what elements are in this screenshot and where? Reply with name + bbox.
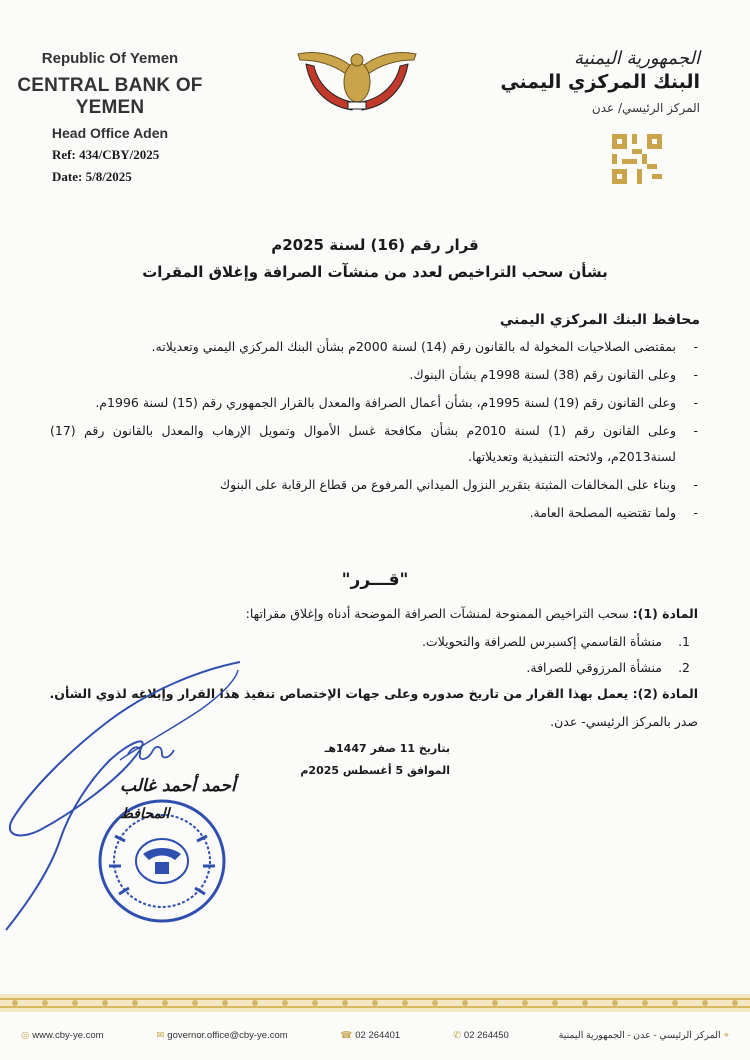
footer-phone-2: ✆ 02 264450 — [452, 1030, 509, 1041]
article-2-text: يعمل بهذا القرار من تاريخ صدوره وعلى جهات الإختصاص تنفيذ هذا القرار وإبلاغه لذوي الشأن. — [49, 686, 629, 701]
preamble-clauses — [50, 334, 700, 528]
arabic-header — [500, 48, 700, 115]
signatory-title: المحافظ — [120, 806, 170, 822]
footer — [18, 1030, 732, 1041]
mail-icon: ✉ — [156, 1030, 165, 1041]
decision-subject: بشأن سحب التراخيص لعدد من منشآت الصرافة وإغلاق المقرات — [142, 263, 608, 281]
clause: - وعلى القانون رقم (19) لسنة 1995م، بشأن أعمال الصرافة والمعدل بالقرار الجمهوري رقم (15) لسنة 1996م. — [50, 390, 700, 416]
bank-name-ar: البنك المركزي اليمني — [500, 71, 700, 93]
footer-website[interactable]: ◎ www.cby-ye.com — [21, 1030, 104, 1041]
clause: - بمقتضى الصلاحيات المخولة له بالقانون رقم (14) لسنة 2000م بشأن البنك المركزي اليمني وتعديلاته. — [50, 334, 700, 360]
date-gregorian: الموافق 5 أغسطس 2025م — [300, 764, 450, 777]
article-1 — [18, 606, 698, 621]
handwritten-signature-icon — [0, 650, 250, 940]
article-1-label: المادة (1): — [632, 606, 698, 621]
governor-heading: محافظ البنك المركزي اليمني — [499, 312, 700, 328]
date-hijri: بتاريخ 11 صفر 1447هـ — [324, 742, 450, 755]
list-item — [526, 660, 690, 675]
bank-name-en: CENTRAL BANK OF YEMEN — [17, 75, 203, 118]
footer-email[interactable]: ✉ governor.office@cby-ye.com — [156, 1030, 288, 1041]
footer-phone-1: ☎ 02 264401 — [340, 1030, 401, 1041]
signatory-name: أحمد أحمد غالب — [120, 776, 236, 796]
ref-value: 434/CBY/2025 — [79, 147, 160, 162]
clause: - وعلى القانون رقم (1) لسنة 2010م بشأن مكافحة غسل الأموال وتمويل الإرهاب والمعدل بالقانون رقم (17) لسنة2013م، ولائحته التنفيذية وتعديلاتها. — [50, 418, 700, 470]
yemen-eagle-emblem-icon — [296, 44, 418, 116]
decision-dates — [300, 738, 450, 782]
globe-icon: ◎ — [21, 1030, 30, 1041]
clause: - وعلى القانون رقم (38) لسنة 1998م بشأن البنوك. — [50, 362, 700, 388]
phone-icon: ✆ — [452, 1030, 461, 1041]
location-pin-icon: ⌖ — [723, 1030, 729, 1041]
head-office-line: Head Office Aden — [51, 125, 169, 141]
item-number: 1. — [678, 634, 690, 649]
head-office-ar: المركز الرئيسي/ عدن — [591, 101, 700, 115]
clause: - وبناء على المخالفات المثبتة بتقرير النزول الميداني المرفوع من قطاع الرقابة على البنوك — [50, 472, 700, 498]
list-item — [422, 634, 690, 649]
reference-block — [52, 144, 159, 188]
clause: - ولما تقتضيه المصلحة العامة. — [50, 500, 700, 526]
article-1-text: سحب التراخيص الممنوحة لمنشآت الصرافة الموضحة أدناه وإغلاق مقراتها: — [245, 606, 629, 621]
footer-address: ⌖المركز الرئيسي - عدن - الجمهورية اليمنية — [558, 1030, 729, 1041]
qr-code-icon — [612, 134, 662, 184]
item-text: منشأة القاسمي إكسبرس للصرافة والتحويلات. — [421, 634, 662, 649]
item-text: منشأة المرزوقي للصرافة. — [526, 660, 662, 675]
article-2-label: المادة (2): — [632, 686, 698, 701]
republic-line-ar: الجمهورية اليمنية — [573, 48, 700, 69]
decorative-border-band — [0, 990, 750, 1016]
english-header — [10, 50, 210, 141]
issued-place: صدر بالمركز الرئيسي- عدن. — [550, 714, 698, 729]
date-label: Date: — [52, 169, 83, 184]
decision-number: قرار رقم (16) لسنة 2025م — [271, 236, 479, 254]
republic-line: Republic Of Yemen — [41, 50, 179, 67]
date-value: 5/8/2025 — [85, 169, 132, 184]
decided-heading: "قـــرر" — [341, 570, 409, 590]
ref-label: Ref: — [52, 147, 76, 162]
fax-icon: ☎ — [340, 1030, 353, 1041]
item-number: 2. — [678, 660, 690, 675]
